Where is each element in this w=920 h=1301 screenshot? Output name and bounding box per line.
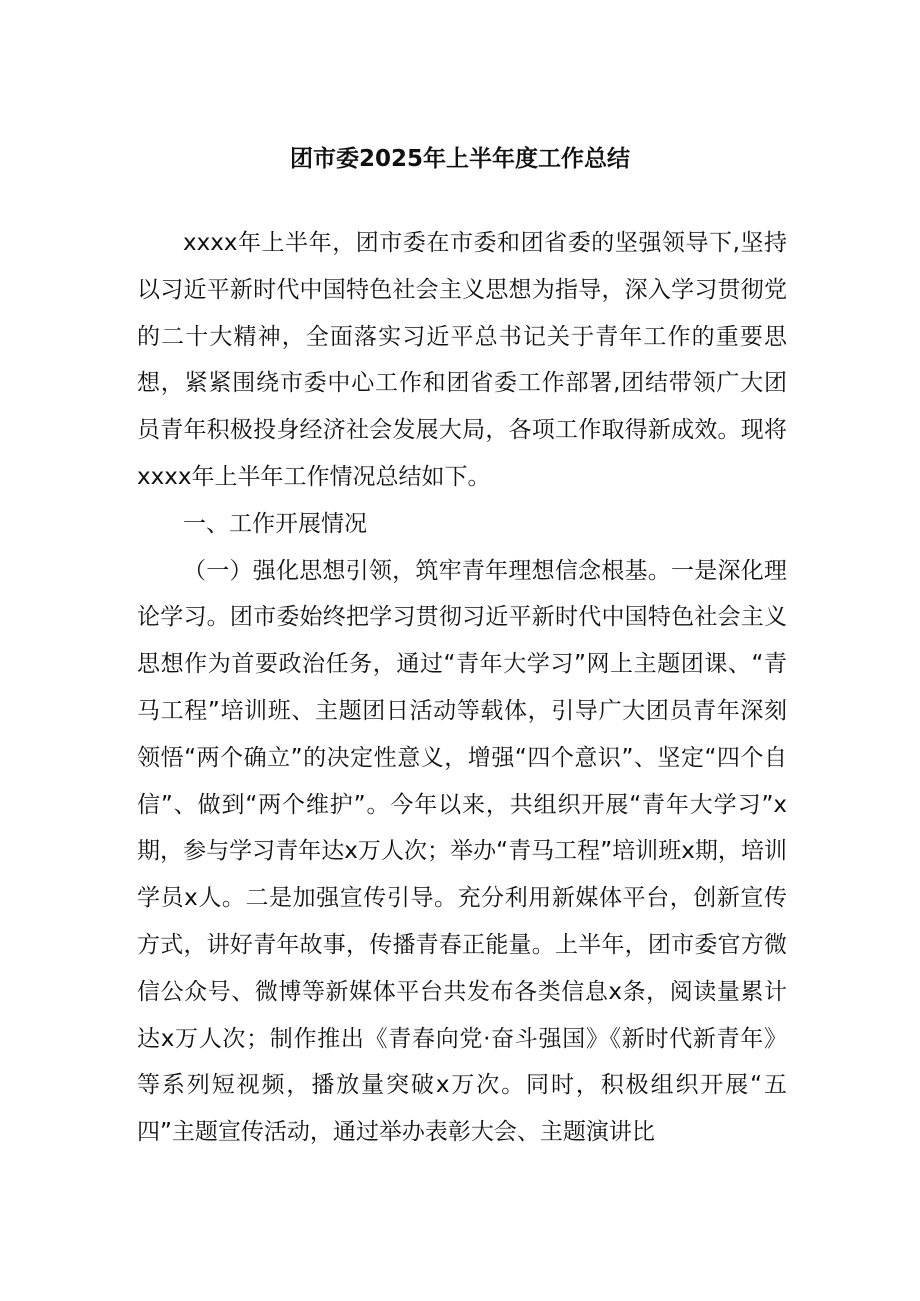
document-title: 团市委2025年上半年度工作总结 [289,146,630,172]
document-body [137,220,787,1156]
section-paragraph: （一）强化思想引领，筑牢青年理想信念根基。一是深化理论学习。团市委始终把学习贯彻习近平新时代中国特色社会主义思想作为首要政治任务，通过“青年大学习”网上主题团课、“青马工程”培训班、主题团日活动等载体，引导广大团员青年深刻领悟“两个确立”的决定性意义，增强“四个意识”、坚定“四个自信”、做到“两个维护”。今年以来，共组织开展“青年大学习”x期，参与学习青年达x万人次；举办“青马工程”培训班x期，培训学员x人。二是加强宣传引导。充分利用新媒体平台，创新宣传方式，讲好青年故事，传播青春正能量。上半年，团市委官方微信公众号、微博等新媒体平台共发布各类信息x条，阅读量累计达x万人次；制作推出《青春向党·奋斗强国》《新时代新青年》等系列短视频，播放量突破x万次。同时，积极组织开展“五四”主题宣传活动，通过举办表彰大会、主题演讲比 [137,557,787,1146]
intro-paragraph: xxxx年上半年，团市委在市委和团省委的坚强领导下,坚持以习近平新时代中国特色社会主义思想为指导，深入学习贯彻党的二十大精神，全面落实习近平总书记关于青年工作的重要思想，紧紧围绕市委中心工作和团省委工作部署,团结带领广大团员青年积极投身经济社会发展大局，各项工作取得新成效。现将xxxx年上半年工作情况总结如下。 [137,230,787,490]
section-heading: 一、工作开展情况 [183,510,367,537]
